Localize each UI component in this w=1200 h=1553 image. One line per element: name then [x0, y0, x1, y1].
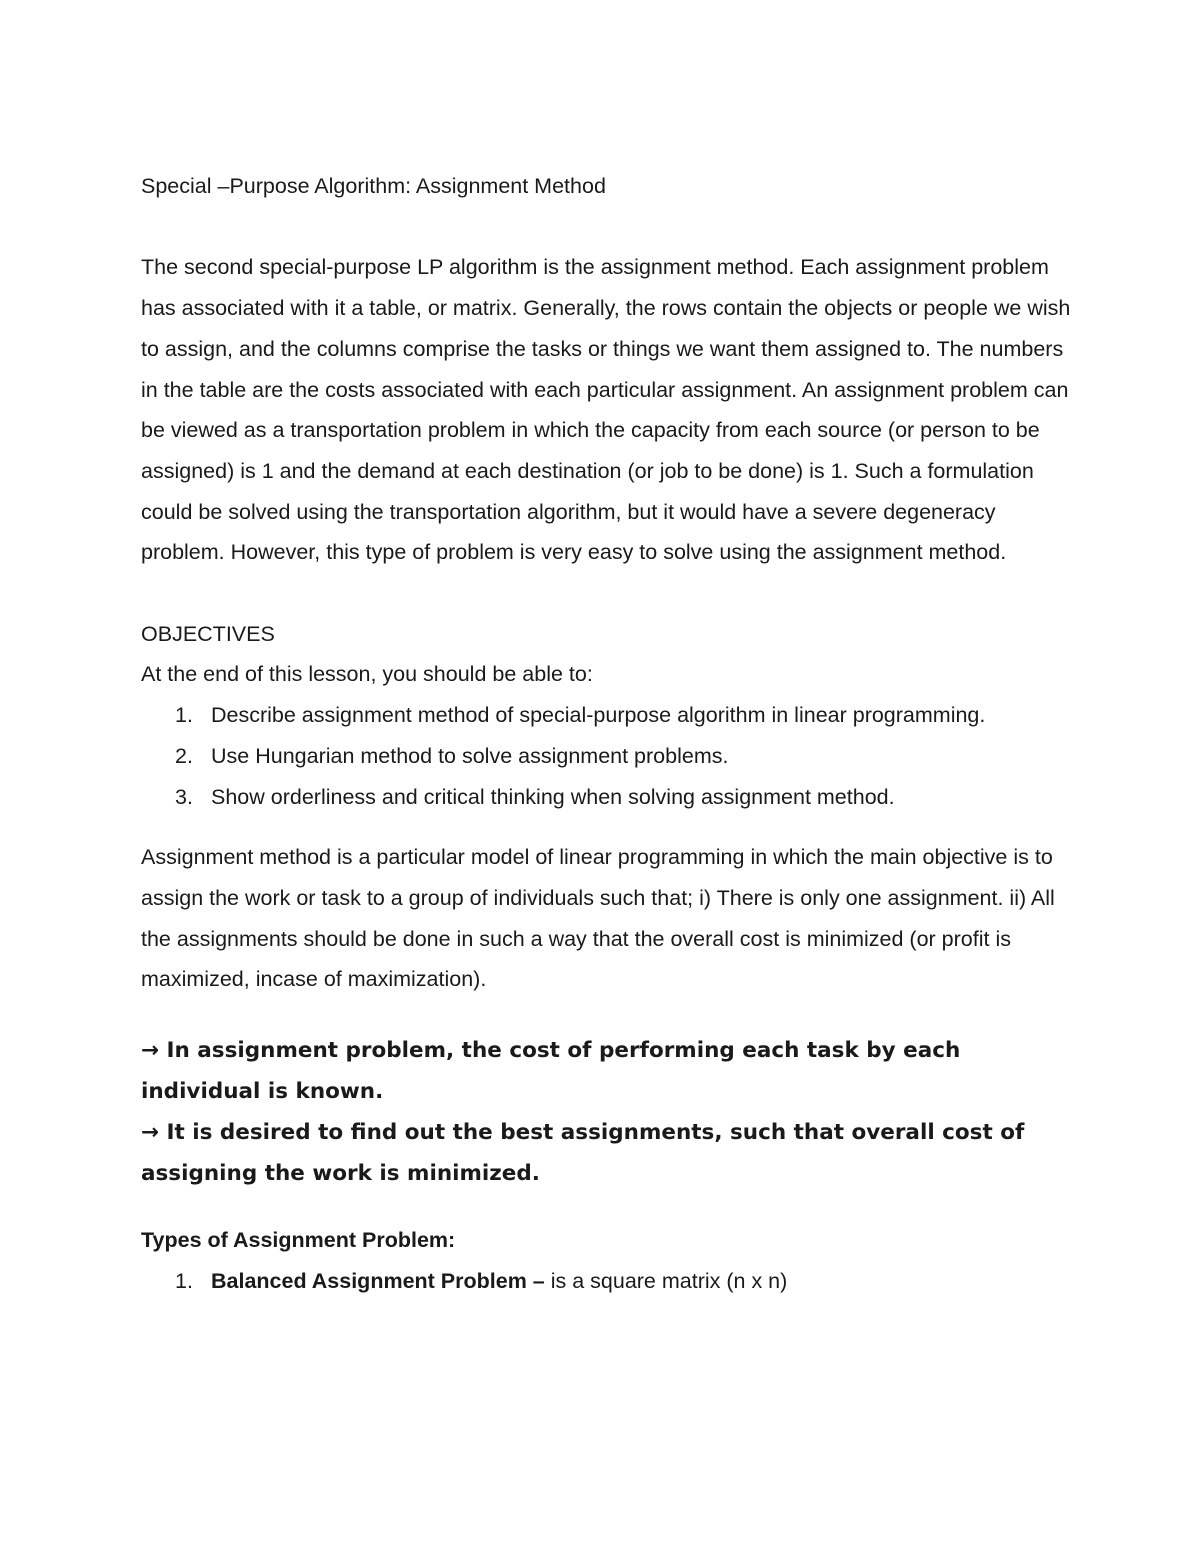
types-list [141, 1261, 1071, 1302]
type-number: 1. [175, 1268, 193, 1293]
intro-paragraph: The second special-purpose LP algorithm is the assignment method. Each assignment problem has associated with it a table, or matrix. Generally, the rows contain the objects or people we wish to assign, and the columns comprise the tasks or things we want them assigned to. The numbers in the table are the costs associated with each particular assignment. An assignment problem can be viewed as a transportation problem in which the capacity from each source (or person to be assigned) is 1 and the demand at each destination (or job to be done) is 1. Such a formulation could be solved using the transportation algorithm, but it would have a severe degeneracy problem. However, this type of problem is very easy to solve using the assignment method. [141, 255, 1071, 565]
objective-text: Describe assignment method of special-purpose algorithm in linear programming. [211, 703, 986, 728]
objective-text: Show orderliness and critical thinking when solving assignment method. [211, 784, 895, 809]
type-text: is a square matrix (n x n) [550, 1268, 788, 1293]
objectives-heading: OBJECTIVES [141, 621, 275, 646]
objective-number: 1. [175, 703, 193, 728]
document-title: Special –Purpose Algorithm: Assignment Method [141, 174, 606, 198]
key-note: → In assignment problem, the cost of performing each task by each individual is known. [141, 1038, 961, 1105]
objective-number: 3. [175, 784, 193, 809]
document-body [141, 166, 1071, 1301]
objective-item [141, 736, 1071, 777]
key-note: → It is desired to find out the best assignments, such that overall cost of assigning the work is minimized. [141, 1120, 1025, 1187]
definition-paragraph: Assignment method is a particular model of linear programming in which the main objective is to assign the work or task to a group of individuals such that; i) There is only one assignment. ii) All the assignments should be done in such a way that the overall cost is minimized (or profit is maximized, incase of maximization). [141, 845, 1055, 992]
objectives-list [141, 695, 1071, 817]
type-item [141, 1261, 1071, 1302]
objective-number: 2. [175, 743, 193, 768]
type-label: Balanced Assignment Problem – [211, 1268, 551, 1293]
objective-text: Use Hungarian method to solve assignment problems. [211, 743, 729, 768]
types-heading: Types of Assignment Problem: [141, 1228, 456, 1253]
key-notes [141, 1030, 1071, 1194]
objective-item [141, 777, 1071, 818]
objective-item [141, 695, 1071, 736]
objectives-lead: At the end of this lesson, you should be able to: [141, 662, 593, 687]
